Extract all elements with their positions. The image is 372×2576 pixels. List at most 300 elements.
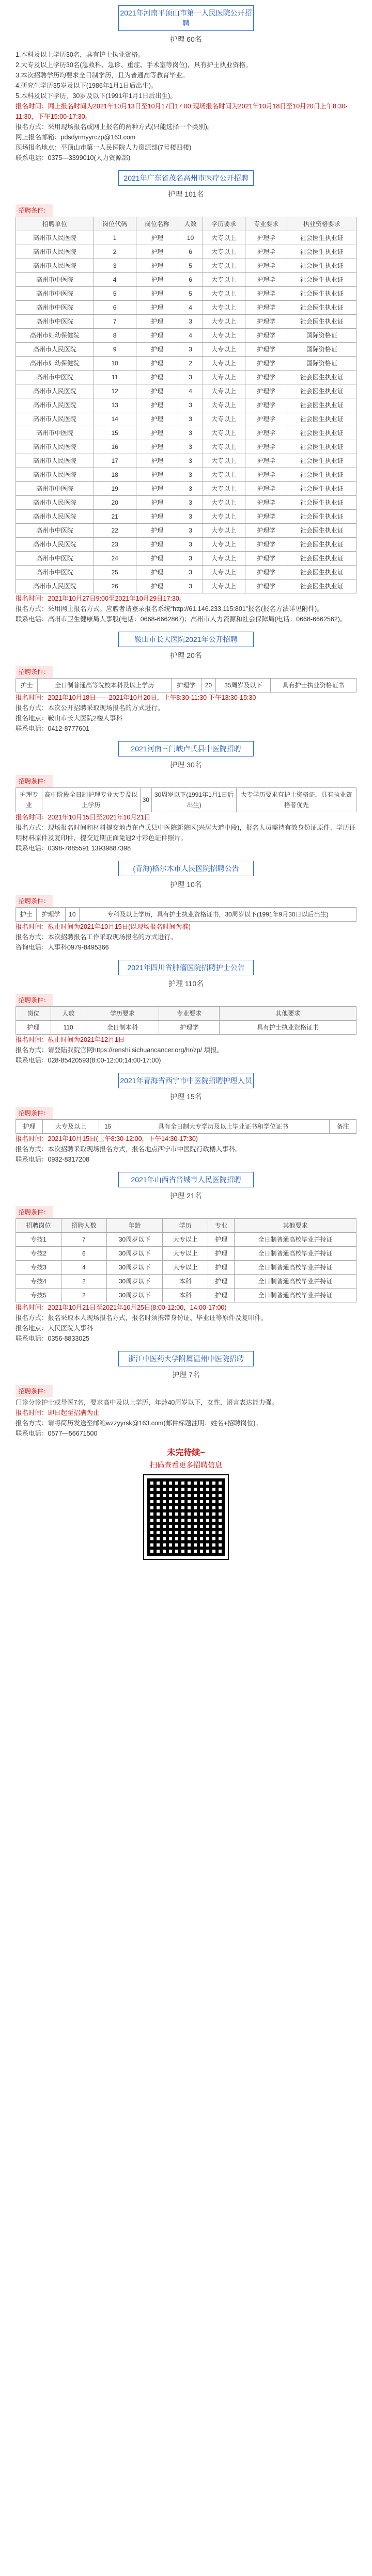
register-date: 报名时间：截止时间为2021年12月1日 <box>16 1036 125 1043</box>
table-header-cell: 岗位名称 <box>136 217 178 231</box>
table-cell: 大专以上 <box>203 510 245 524</box>
table-header-cell: 招聘人数 <box>61 1219 106 1233</box>
table-cell: 4 <box>61 1261 106 1275</box>
table-cell: 7 <box>94 315 136 329</box>
table-header-cell: 岗位 <box>16 1007 51 1021</box>
table-cell: 30周岁以下 <box>106 1261 162 1275</box>
register-date: 报名时间：2021年10月15日(上午8:30-12:00，下午14:30-17:30) <box>16 1135 198 1142</box>
table-header-cell: 招聘单位 <box>16 217 94 231</box>
table-cell: 高州市人民医院 <box>16 231 94 245</box>
body-line: 4.研究生学历35岁及以下(1986年1月1日后出生)。 <box>16 82 158 89</box>
table-cell: 护理 <box>16 1120 43 1134</box>
table-cell: 社会医生执业证 <box>287 566 357 579</box>
table-cell: 6 <box>61 1247 106 1261</box>
table-cell: 2 <box>61 1289 106 1302</box>
table-cell: 大专以上 <box>203 496 245 510</box>
register-method: 报名方式：本次招聘采取现场报名方式，报名地点西宁市中医院行政楼人事科。 <box>16 1146 242 1153</box>
section-9 <box>5 1351 367 1441</box>
table-header-cell: 专业要求 <box>159 1007 220 1021</box>
table-cell: 社会医生执业证 <box>287 384 357 398</box>
table-cell: 社会医生执业证 <box>287 482 357 496</box>
register-method[interactable]: 报名方式：请将简历发送至邮箱wzzyyrsk@163.com(邮件标题注明：姓名+招聘岗位)。 <box>16 1420 262 1427</box>
section-title: 2021年广东省茂名高州市医疗公开招聘 <box>118 170 254 186</box>
table-row <box>16 788 357 812</box>
table-cell: 10 <box>94 357 136 371</box>
table-cell: 30周岁以下 <box>106 1289 162 1302</box>
scan-hint: 扫码查看更多招聘信息 <box>150 1461 222 1469</box>
table-cell: 3 <box>178 440 203 454</box>
table-cell: 3 <box>94 259 136 273</box>
table-row <box>16 579 357 593</box>
section-title: (青海)格尔木市人民医院招聘公告 <box>118 861 254 876</box>
table-cell: 大专以上 <box>203 552 245 566</box>
table-cell: 高州市人民医院 <box>16 412 94 426</box>
table-cell: 护理学 <box>171 679 201 693</box>
contact-phone: 联系电话：0356-8833025 <box>16 1335 90 1342</box>
table-cell: 5 <box>178 259 203 273</box>
table-cell: 4 <box>178 301 203 315</box>
table-cell: 社会医生执业证 <box>287 454 357 468</box>
page <box>0 5 372 2576</box>
table-cell: 护理学 <box>245 329 287 343</box>
section-7 <box>5 1073 367 1167</box>
table-cell: 护理学 <box>245 273 287 287</box>
table-cell: 护理专业 <box>16 788 42 812</box>
table-cell: 护理学 <box>245 482 287 496</box>
table-cell: 护理 <box>136 566 178 579</box>
table-cell: 大专以上 <box>203 371 245 384</box>
section-label: 招聘条件： <box>16 1385 53 1397</box>
table-cell: 护理学 <box>245 315 287 329</box>
table-cell: 3 <box>178 398 203 412</box>
table-row <box>16 259 357 273</box>
table-cell: 4 <box>94 273 136 287</box>
contact-phone: 联系电话：0398-7885591 13939887398 <box>16 845 131 852</box>
table-row <box>16 1120 357 1134</box>
table-cell: 护理学 <box>245 566 287 579</box>
table-header-cell: 专业要求 <box>245 217 287 231</box>
table-cell: 全日制普通高校毕业并持证 <box>235 1261 357 1275</box>
table-cell: 护理 <box>136 259 178 273</box>
table-cell: 高州市人民医院 <box>16 245 94 259</box>
table-row <box>16 1233 357 1247</box>
register-method: 报名方式：采用现场报名或网上报名的两种方式(只能选择一个类别)。 <box>16 123 214 131</box>
table-cell: 4 <box>178 384 203 398</box>
section-4 <box>5 741 367 856</box>
table-cell: 护理 <box>16 1021 51 1035</box>
table-cell: 3 <box>178 343 203 357</box>
table-cell: 护理学 <box>37 908 65 922</box>
to-be-continued: 未完待续~ <box>167 1448 205 1457</box>
register-method: 报名方式：本次公开招聘采取现场报名的方式进行。 <box>16 704 164 712</box>
table-cell: 大专以上 <box>203 454 245 468</box>
table-cell: 护理学 <box>245 524 287 538</box>
section-body <box>5 47 367 165</box>
table-cell: 2 <box>94 245 136 259</box>
table-cell: 大专学历要求有护士资格证，具有执业资格者优先 <box>237 788 357 812</box>
table-cell: 护理 <box>136 510 178 524</box>
table-header-cell: 其他要求 <box>220 1007 357 1021</box>
table-cell: 具有护士执业资格证书 <box>220 1021 357 1035</box>
table-cell: 护理 <box>136 482 178 496</box>
table-cell: 具有全日制大专学历及以上毕业证书和学位证书 <box>117 1120 329 1134</box>
body-line: 5.本科及以下学历，30岁及以下(1991年1月1日后出生)。 <box>16 92 177 100</box>
table-row <box>16 231 357 245</box>
section-subtitle: 护理 20名 <box>170 651 202 659</box>
table-cell: 护理学 <box>245 231 287 245</box>
table-cell: 大专以上 <box>203 384 245 398</box>
table-row <box>16 454 357 468</box>
table-cell: 高州市中医院 <box>16 426 94 440</box>
table-row <box>16 1275 357 1289</box>
section-5 <box>5 861 367 955</box>
section-subtitle: 护理 10名 <box>170 880 202 889</box>
table-cell: 护理学 <box>245 454 287 468</box>
table-cell: 高州市中医院 <box>16 371 94 384</box>
table-row <box>16 482 357 496</box>
table-cell: 大专以上 <box>203 440 245 454</box>
table-cell: 护理 <box>136 538 178 552</box>
table-cell: 社会医生执业证 <box>287 496 357 510</box>
table-cell: 护理 <box>208 1261 235 1275</box>
table-cell: 10 <box>178 231 203 245</box>
table-cell: 护理 <box>136 231 178 245</box>
table-row <box>16 315 357 329</box>
table-cell: 2 <box>61 1275 106 1289</box>
table-cell: 11 <box>94 371 136 384</box>
table-cell: 4 <box>178 329 203 343</box>
table-cell: 大专以上 <box>203 412 245 426</box>
table-row <box>16 510 357 524</box>
table-cell: 专技4 <box>16 1275 61 1289</box>
table-cell: 护理学 <box>245 398 287 412</box>
table-row <box>16 538 357 552</box>
qr-code-icon[interactable] <box>144 1475 228 1559</box>
table-cell: 大专以上 <box>203 343 245 357</box>
table-row <box>16 1021 357 1035</box>
table-cell: 22 <box>94 524 136 538</box>
table-cell: 护理 <box>136 343 178 357</box>
table-cell: 本科 <box>163 1275 208 1289</box>
table-row <box>16 552 357 566</box>
table-cell: 护士 <box>16 679 38 693</box>
table-cell: 大专以上 <box>203 259 245 273</box>
table-cell: 21 <box>94 510 136 524</box>
body-line: 3.本次招聘学历均要求全日制学历，且为普通高等教育毕业。 <box>16 72 189 79</box>
table-cell: 社会医生执业证 <box>287 440 357 454</box>
table-cell: 护理 <box>136 454 178 468</box>
table-cell: 大专以上 <box>203 524 245 538</box>
table-cell: 2 <box>178 357 203 371</box>
table-cell: 大专以上 <box>163 1247 208 1261</box>
table-cell: 社会医生执业证 <box>287 468 357 482</box>
table-cell: 全日制普通高校毕业并持证 <box>235 1289 357 1302</box>
table-cell: 大专以上 <box>203 245 245 259</box>
table-cell: 护理学 <box>245 259 287 273</box>
section-3 <box>5 632 367 736</box>
table-cell: 20 <box>201 679 216 693</box>
table-cell: 护理 <box>136 496 178 510</box>
table-cell: 3 <box>178 566 203 579</box>
table-cell: 大专以上 <box>203 273 245 287</box>
table-header-cell: 学历要求 <box>203 217 245 231</box>
table-cell: 高中阶段全日制护理专业大专及以上学历 <box>42 788 140 812</box>
register-date: 报名时间：2021年10月18日——2021年10月20日，上午8:30-11:30 下午13:30-15:30 <box>16 694 256 701</box>
table-cell: 26 <box>94 579 136 593</box>
table-cell: 高州市人民医院 <box>16 496 94 510</box>
table-cell: 3 <box>178 426 203 440</box>
table-cell: 大专以上 <box>163 1233 208 1247</box>
table-cell: 大专以上 <box>203 357 245 371</box>
table-row <box>16 245 357 259</box>
table-header-cell: 专业 <box>208 1219 235 1233</box>
table-cell: 社会医生执业证 <box>287 426 357 440</box>
body-line: 2.大专及以上学历30名(急救科、急诊、重症、手术室等岗位)，具有护士执业资格。 <box>16 61 252 69</box>
section-label: 招聘条件： <box>16 775 53 787</box>
table-cell: 全日制普通高校毕业并持证 <box>235 1275 357 1289</box>
table-cell: 110 <box>51 1021 86 1035</box>
table-cell: 24 <box>94 552 136 566</box>
table-cell: 护士 <box>16 908 37 922</box>
table-cell: 社会医生执业证 <box>287 245 357 259</box>
table-cell: 护理 <box>136 579 178 593</box>
table-row <box>16 524 357 538</box>
table-cell: 护理 <box>136 287 178 301</box>
table-row <box>16 1289 357 1302</box>
register-method: 报名方式：本次招聘报名工作采取现场报名的方式进行。 <box>16 933 177 941</box>
table-cell: 大专以上 <box>203 579 245 593</box>
section-label: 招聘条件： <box>16 1206 53 1218</box>
body-line: 1.本科及以上学历30名，具有护士执业资格。 <box>16 51 145 58</box>
register-method: 报名方式：采用网上报名方式。应聘者请登录报名系统“http://61.146.233.115:801”报名(报名方法详见附件)。 <box>16 605 323 613</box>
table-cell: 19 <box>94 482 136 496</box>
table-cell: 社会医生执业证 <box>287 510 357 524</box>
table-cell: 14 <box>94 412 136 426</box>
table-cell: 高州市妇幼保健院 <box>16 357 94 371</box>
footer <box>5 1446 367 1559</box>
register-method[interactable]: 报名方式：请登陆我院官网https://renshi.sichuancancer.org/hr/zp/ 填报。 <box>16 1046 224 1054</box>
section-label: 招聘条件： <box>16 895 53 907</box>
table-cell: 社会医生执业证 <box>287 273 357 287</box>
table-cell: 3 <box>178 579 203 593</box>
table-row <box>16 679 357 693</box>
table-cell: 10 <box>65 908 79 922</box>
table-row <box>16 440 357 454</box>
register-date: 报名时间：截止时间为2021年10月15日(以现场报名时间为准) <box>16 923 191 930</box>
table-cell: 3 <box>178 510 203 524</box>
table-cell: 20 <box>94 496 136 510</box>
table-cell: 15 <box>94 426 136 440</box>
table-cell: 护理 <box>136 440 178 454</box>
section-title: 2021年青海省西宁市中医院招聘护理人员 <box>118 1073 254 1088</box>
section-title: 2021年山西省晋城市人民医院招聘 <box>118 1172 254 1187</box>
register-address: 报名地点：鞍山市长大医院2楼人事科 <box>16 715 122 722</box>
table-cell: 护理 <box>136 357 178 371</box>
table-cell: 大专以上 <box>203 566 245 579</box>
table-cell: 护理 <box>136 468 178 482</box>
table-cell: 高州市人民医院 <box>16 468 94 482</box>
register-date: 报名时间：2021年10月21日至2021年10月25日(8:00-12:00，14:00-17:00) <box>16 1304 227 1311</box>
register-address: 现场报名地点：平顶山市第一人民医院人力资源部(7号楼四楼) <box>16 144 192 151</box>
contact-phone: 联系电话：0932-8317208 <box>16 1156 90 1163</box>
table-cell: 17 <box>94 454 136 468</box>
table-header-cell: 人数 <box>51 1007 86 1021</box>
table-cell: 大专及以上 <box>42 1120 99 1134</box>
table-cell: 高州市人民医院 <box>16 538 94 552</box>
table-cell: 大专以上 <box>203 468 245 482</box>
table-cell: 3 <box>178 524 203 538</box>
section-label: 招聘条件： <box>16 666 53 678</box>
table-cell: 3 <box>178 468 203 482</box>
table-header-cell: 其他要求 <box>235 1219 357 1233</box>
table-cell: 社会医生执业证 <box>287 552 357 566</box>
table-cell: 高州市中医院 <box>16 273 94 287</box>
table-cell: 高州市人民医院 <box>16 510 94 524</box>
table-row <box>16 273 357 287</box>
table-cell: 护理 <box>136 301 178 315</box>
table-row <box>16 426 357 440</box>
table-cell: 护理 <box>208 1289 235 1302</box>
register-method: 报名方式：现场报名时间和材料提交地点在卢氏县中医院新院区(兴居大道中段)，报名人员需持有效身份证原件、学历证明材料原件及复印件，提交近期正面免冠2寸彩色证件照片。 <box>16 824 356 842</box>
table-cell: 护理 <box>208 1275 235 1289</box>
table-cell: 3 <box>178 496 203 510</box>
table-cell: 专技5 <box>16 1289 61 1302</box>
section-label: 招聘条件： <box>16 204 53 217</box>
table-cell: 高州市人民医院 <box>16 384 94 398</box>
table-cell: 30周岁以下 <box>106 1233 162 1247</box>
table-cell: 护理学 <box>245 579 287 593</box>
table-cell: 社会医生执业证 <box>287 231 357 245</box>
table-cell: 大专以上 <box>203 329 245 343</box>
table-cell: 社会医生执业证 <box>287 301 357 315</box>
table-cell: 社会医生执业证 <box>287 315 357 329</box>
table-cell: 1 <box>94 231 136 245</box>
table-cell: 护理 <box>136 384 178 398</box>
table-cell: 8 <box>94 329 136 343</box>
section-title: 2021年四川省肿瘤医院招聘护士公告 <box>118 960 254 975</box>
table-cell: 高州市人民医院 <box>16 440 94 454</box>
table-cell: 高州市中医院 <box>16 552 94 566</box>
table-cell: 护理学 <box>245 538 287 552</box>
register-date: 报名时间：2021年10月15日至2021年10月21日 <box>16 814 151 821</box>
table-cell: 大专以上 <box>203 231 245 245</box>
table-cell: 护理学 <box>245 426 287 440</box>
table-cell: 护理学 <box>245 371 287 384</box>
table-cell: 25 <box>94 566 136 579</box>
position-table <box>16 1218 357 1302</box>
table-cell: 护理 <box>208 1247 235 1261</box>
table-cell: 大专以上 <box>163 1261 208 1275</box>
table-row <box>16 468 357 482</box>
table-cell: 大专以上 <box>203 315 245 329</box>
section-subtitle: 护理 110名 <box>168 979 204 988</box>
register-date: 报名时间：即日起至招满为止 <box>16 1409 100 1416</box>
section-2 <box>5 170 367 626</box>
body-line: 门诊分诊护士或导医7名，要求高中及以上学历，年龄40周岁以下，女性，语言表达能力强。 <box>16 1399 278 1406</box>
table-header-cell: 学历要求 <box>86 1007 159 1021</box>
table-row <box>16 384 357 398</box>
section-subtitle: 护理 21名 <box>170 1192 202 1200</box>
section-subtitle: 护理 7名 <box>172 1371 200 1379</box>
table-cell: 国际资格证 <box>287 357 357 371</box>
table-cell: 3 <box>178 315 203 329</box>
table-cell: 23 <box>94 538 136 552</box>
table-cell: 护理 <box>136 245 178 259</box>
table-cell: 3 <box>178 371 203 384</box>
table-cell: 全日制普通高校毕业并持证 <box>235 1233 357 1247</box>
table-row <box>16 1247 357 1261</box>
table-cell: 9 <box>94 343 136 357</box>
table-cell: 高州市人民医院 <box>16 398 94 412</box>
position-table <box>16 217 357 593</box>
table-cell: 13 <box>94 398 136 412</box>
table-row <box>16 398 357 412</box>
position-table <box>16 1006 357 1035</box>
table-row <box>16 357 357 371</box>
register-method: 报名方式：报名采取本人现场报名方式，报名时须携带身份证、毕业证等原件及复印件。 <box>16 1314 268 1322</box>
position-table <box>16 907 357 922</box>
table-cell: 护理 <box>136 552 178 566</box>
section-label: 招聘条件： <box>16 1107 53 1119</box>
table-cell: 高州市人民医院 <box>16 579 94 593</box>
register-email[interactable]: 网上报名邮箱：pdsdyrmyyrczp@163.com <box>16 134 136 141</box>
table-cell: 社会医生执业证 <box>287 524 357 538</box>
table-cell: 护理 <box>136 398 178 412</box>
table-cell: 社会医生执业证 <box>287 579 357 593</box>
table-cell: 5 <box>94 287 136 301</box>
table-cell: 6 <box>178 273 203 287</box>
table-cell: 护理学 <box>245 440 287 454</box>
table-row <box>16 1261 357 1275</box>
table-header-cell: 招聘岗位 <box>16 1219 61 1233</box>
section-title: 2021年河南平顶山市第一人民医院公开招聘 <box>118 5 254 31</box>
table-cell: 高州市中医院 <box>16 301 94 315</box>
table-row <box>16 287 357 301</box>
table-cell: 护理学 <box>245 287 287 301</box>
table-cell: 高州市中医院 <box>16 566 94 579</box>
table-cell: 护理学 <box>245 245 287 259</box>
table-cell: 30 <box>140 788 151 812</box>
table-cell: 高州市人民医院 <box>16 259 94 273</box>
contact-phone: 咨询电话：人事科0979-8495366 <box>16 944 109 951</box>
table-cell: 16 <box>94 440 136 454</box>
section-6 <box>5 960 367 1068</box>
contact-phone: 联系电话：0375—3399010(人力资源部) <box>16 154 131 162</box>
table-cell: 5 <box>178 287 203 301</box>
table-cell: 3 <box>178 552 203 566</box>
table-cell: 全日制本科 <box>86 1021 159 1035</box>
table-cell: 3 <box>178 482 203 496</box>
table-row <box>16 412 357 426</box>
table-cell: 护理 <box>136 371 178 384</box>
table-cell: 大专以上 <box>203 482 245 496</box>
table-cell: 社会医生执业证 <box>287 371 357 384</box>
table-row <box>16 329 357 343</box>
section-subtitle: 护理 30名 <box>170 761 202 769</box>
table-cell: 高州市人民医院 <box>16 343 94 357</box>
table-cell: 社会医生执业证 <box>287 538 357 552</box>
table-cell: 35周岁及以下 <box>216 679 271 693</box>
table-cell: 护理学 <box>245 510 287 524</box>
table-cell: 护理 <box>136 315 178 329</box>
table-cell: 专技1 <box>16 1233 61 1247</box>
table-cell: 专技3 <box>16 1261 61 1275</box>
contact-phone: 联系电话：高州市卫生健康局人事股(电话：0668-6662867)；高州市人力资源和社会保障局(电话：0668-6662562)。 <box>16 616 347 623</box>
table-cell: 30周岁以下 <box>106 1275 162 1289</box>
position-table <box>16 1119 357 1134</box>
table-cell: 大专以上 <box>203 426 245 440</box>
table-row <box>16 301 357 315</box>
